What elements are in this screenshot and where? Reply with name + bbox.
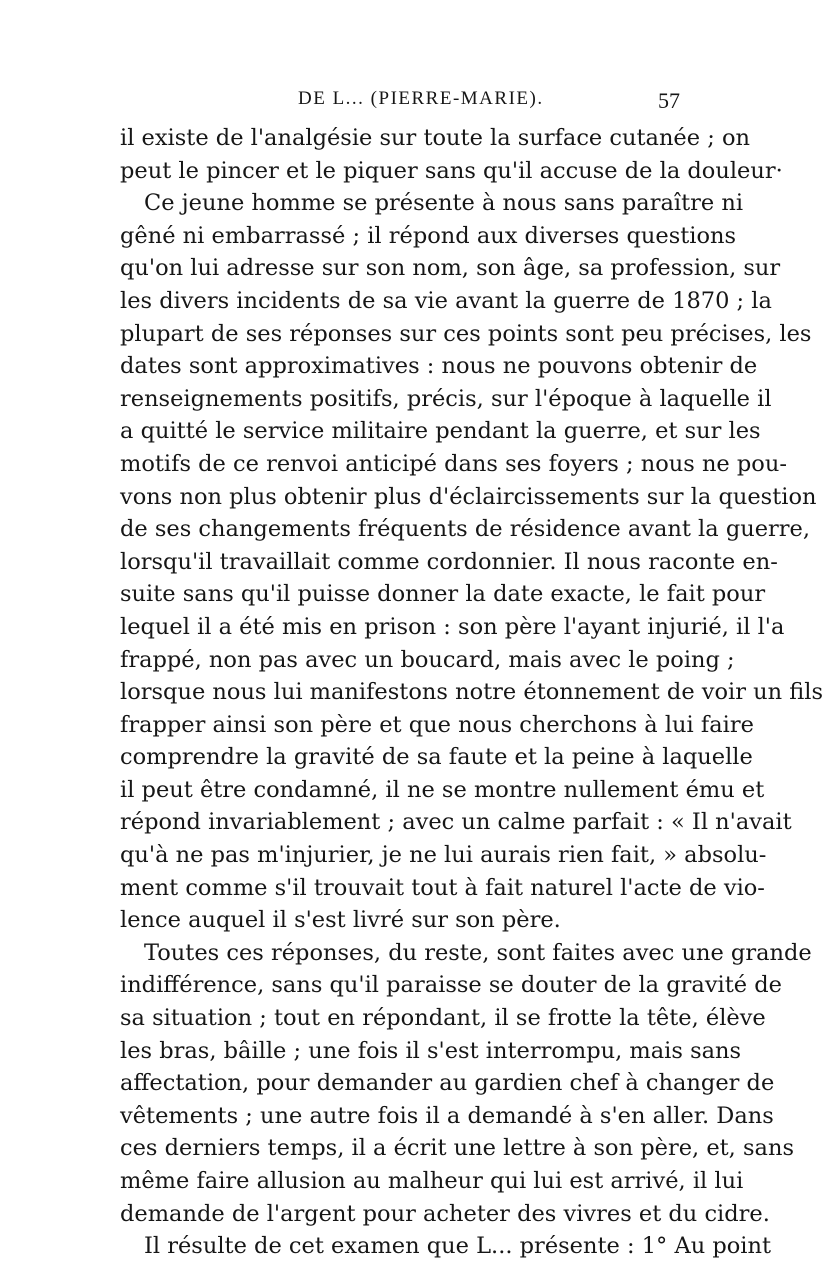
text-line: vêtements ; une autre fois il a demandé à s'en aller. Dans	[120, 1102, 774, 1129]
text-line: frappé, non pas avec un boucard, mais avec le poing ;	[120, 646, 735, 673]
text-line: ces derniers temps, il a écrit une lettre à son père, et, sans	[120, 1135, 794, 1162]
text-line: indifférence, sans qu'il paraisse se douter de la gravité de	[120, 972, 782, 999]
text-line: lequel il a été mis en prison : son père l'ayant injurié, il l'a	[120, 613, 785, 640]
text-line: il existe de l'analgésie sur toute la surface cutanée ; on	[120, 125, 750, 151]
text-line: il peut être condamné, il ne se montre nullement ému et	[120, 776, 765, 803]
running-head	[120, 88, 680, 118]
text-line: demande de l'argent pour acheter des vivres et du cidre.	[120, 1200, 770, 1227]
text-line: ment comme s'il trouvait tout à fait naturel l'acte de vio-	[120, 874, 765, 901]
text-line: lence auquel il s'est livré sur son père.	[120, 907, 561, 934]
text-line: qu'on lui adresse sur son nom, son âge, sa profession, sur	[120, 255, 781, 282]
text-line: vons non plus obtenir plus d'éclaircissements sur la question	[120, 483, 817, 510]
text-line: motifs de ce renvoi anticipé dans ses foyers ; nous ne pou-	[120, 450, 787, 477]
text-line: les divers incidents de sa vie avant la guerre de 1870 ; la	[120, 287, 772, 314]
text-line: lorsque nous lui manifestons notre étonnement de voir un fils	[120, 679, 823, 706]
text-line: a quitté le service militaire pendant la guerre, et sur les	[120, 418, 761, 445]
text-line: dates sont approximatives : nous ne pouvons obtenir de	[120, 353, 758, 380]
text-line: plupart de ses réponses sur ces points sont peu précises, les	[120, 320, 812, 347]
text-line: Il résulte de cet examen que L... présente : 1° Au point	[144, 1233, 772, 1260]
text-line: renseignements positifs, précis, sur l'époque à laquelle il	[120, 385, 772, 412]
text-line: peut le pincer et le piquer sans qu'il accuse de la douleur·	[120, 157, 783, 184]
text-line: répond invariablement ; avec un calme parfait : « Il n'avait	[120, 809, 792, 836]
text-line: les bras, bâille ; une fois il s'est interrompu, mais sans	[120, 1037, 742, 1064]
text-line: frapper ainsi son père et que nous cherchons à lui faire	[120, 711, 754, 738]
text-line: gêné ni embarrassé ; il répond aux diverses questions	[120, 222, 737, 249]
text-line: affectation, pour demander au gardien chef à changer de	[120, 1070, 775, 1097]
text-line: de ses changements fréquents de résidence avant la guerre,	[120, 516, 811, 543]
text-line: qu'à ne pas m'injurier, je ne lui aurais rien fait, » absolu-	[120, 842, 767, 869]
text-line: même faire allusion au malheur qui lui est arrivé, il lui	[120, 1168, 744, 1194]
text-line: comprendre la gravité de sa faute et la peine à laquelle	[120, 744, 753, 771]
body-text	[120, 122, 823, 1263]
page-number: 57	[658, 88, 680, 113]
running-title: DE L... (PIERRE-MARIE).	[298, 88, 544, 109]
text-line: Ce jeune homme se présente à nous sans paraître ni	[144, 190, 744, 217]
text-line: lorsqu'il travaillait comme cordonnier. Il nous raconte en-	[120, 548, 778, 575]
text-line: sa situation ; tout en répondant, il se frotte la tête, élève	[120, 1005, 766, 1032]
text-line: Toutes ces réponses, du reste, sont faites avec une grande	[144, 939, 812, 966]
text-line: suite sans qu'il puisse donner la date exacte, le fait pour	[120, 581, 766, 608]
